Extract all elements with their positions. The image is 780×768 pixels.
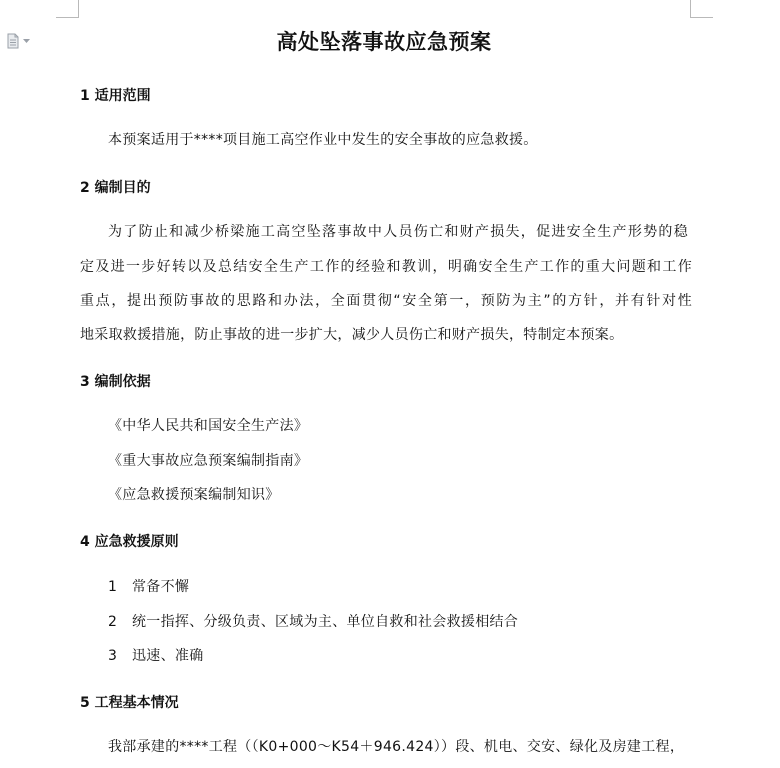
section-heading-1: 1 适用范围 bbox=[80, 88, 151, 104]
list-item bbox=[108, 645, 204, 665]
list-item-number: 2 bbox=[108, 614, 118, 630]
section-heading-4: 4 应急救援原则 bbox=[80, 534, 179, 550]
reference-item: 《重大事故应急预案编制指南》 bbox=[108, 453, 309, 469]
list-item-number: 1 bbox=[108, 579, 118, 595]
page-margin-corner-left bbox=[56, 0, 79, 18]
paragraph-line: 重点，提出预防事故的思路和办法，全面贯彻“安全第一，预防为主”的方针，并有针对性 bbox=[80, 293, 692, 309]
paragraph-line: 我部承建的****工程（（K0+000～K54＋946.424））段、机电、交安、绿化及房建工程， bbox=[108, 739, 685, 755]
list-item-number: 3 bbox=[108, 648, 118, 664]
list-item-text: 统一指挥、分级负责、区域为主、单位自救和社会救援相结合 bbox=[132, 614, 519, 630]
page-margin-corner-right bbox=[690, 0, 713, 18]
reference-item: 《应急救援预案编制知识》 bbox=[108, 487, 280, 503]
section-heading-2: 2 编制目的 bbox=[80, 180, 151, 196]
paragraph-line: 为了防止和减少桥梁施工高空坠落事故中人员伤亡和财产损失，促进安全生产形势的稳 bbox=[108, 224, 688, 240]
document-title: 高处坠落事故应急预案 bbox=[276, 30, 492, 54]
list-item bbox=[108, 576, 189, 596]
reference-item: 《中华人民共和国安全生产法》 bbox=[108, 418, 309, 434]
paragraph-line: 定及进一步好转以及总结安全生产工作的经验和教训，明确安全生产工作的重大问题和工作 bbox=[80, 259, 692, 275]
list-item-text: 迅速、准确 bbox=[132, 648, 204, 664]
section-heading-5: 5 工程基本情况 bbox=[80, 695, 179, 711]
paragraph-line: 本预案适用于****项目施工高空作业中发生的安全事故的应急救援。 bbox=[108, 132, 538, 148]
list-item bbox=[108, 611, 518, 631]
list-item-text: 常备不懈 bbox=[132, 579, 190, 595]
paragraph-line: 地采取救援措施，防止事故的进一步扩大，减少人员伤亡和财产损失，特制定本预案。 bbox=[80, 327, 624, 343]
section-heading-3: 3 编制依据 bbox=[80, 374, 151, 390]
